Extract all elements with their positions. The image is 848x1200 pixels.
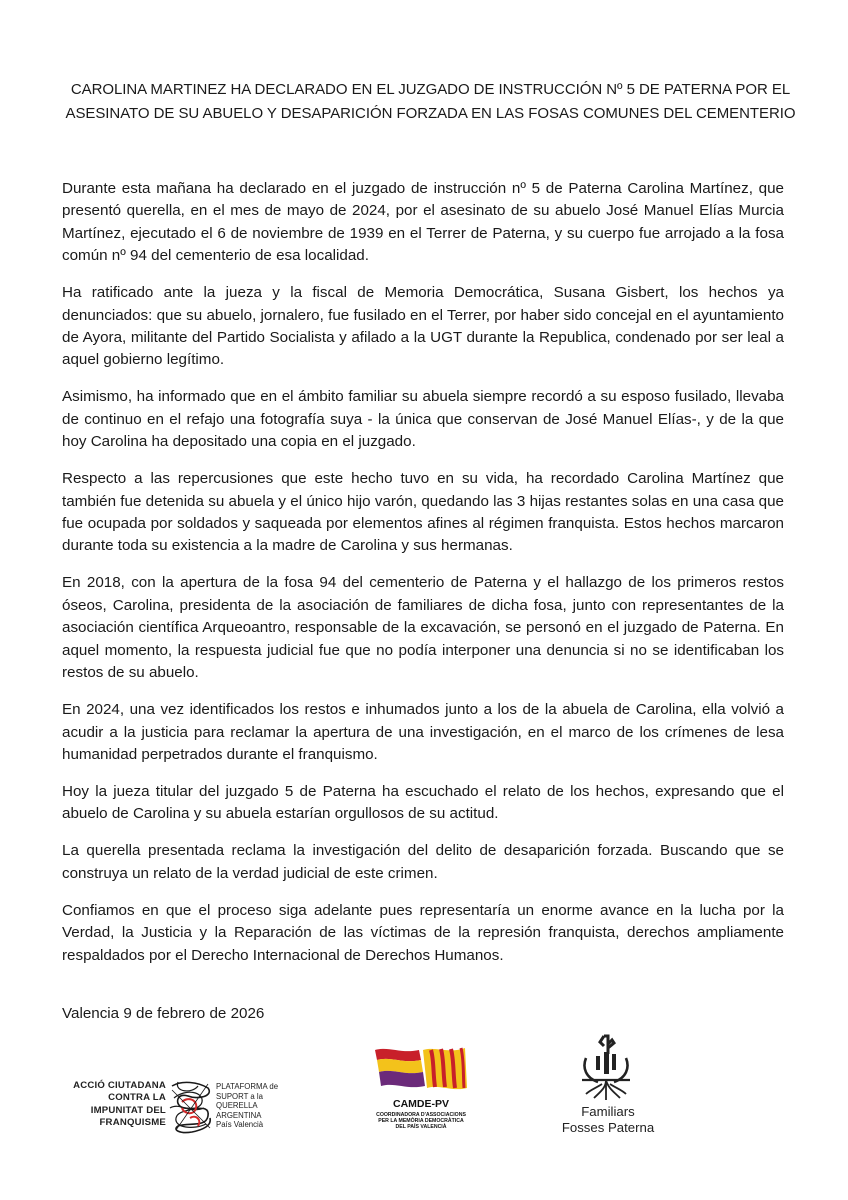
logo-text-line: Fosses Paterna	[561, 1120, 655, 1135]
logo-text-line: COORDINADORA D'ASSOCIACIONS	[376, 1112, 466, 1118]
paragraph: Respecto a las repercusiones que este hecho tuvo en su vida, ha recordado Carolina Martínez que también fue detenida su abuela y el único hijo varón, quedando las 3 hijas restantes solas en una casa que fue ocupada por soldados y saqueada por elementos afines al régimen franquista. Estos hechos marcaron durante toda su existencia a la madre de Carolina y sus hermanas.	[62, 470, 784, 555]
logo-text-line: DEL PAÍS VALENCIÀ	[395, 1124, 447, 1130]
plataforma-text	[216, 1082, 296, 1130]
scribble-emblem-icon	[168, 1078, 214, 1136]
camde-pv-name: CAMDE-PV	[392, 1098, 449, 1110]
paragraph: Hoy la jueza titular del juzgado 5 de Paterna ha escuchado el relato de los hechos, expresando que el abuelo de Carolina y su abuela estarían orgullosos de su actitud.	[62, 782, 784, 823]
logo-text-line: FRANQUISME	[99, 1117, 166, 1129]
document-body	[62, 178, 784, 982]
logo-text-line: PLATAFORMA de	[216, 1082, 279, 1091]
tree-roots-icon	[578, 1034, 634, 1102]
familiars-fosses-paterna-name	[540, 1104, 676, 1136]
date-line: Valencia 9 de febrero de 2026	[62, 1005, 265, 1022]
camde-pv-logo	[365, 1044, 480, 1134]
logo-text-line: SUPORT a la	[216, 1091, 263, 1101]
paragraph: Durante esta mañana ha declarado en el juzgado de instrucción nº 5 de Paterna Carolina Martínez, que presentó querella, en el mes de mayo de 2024, por el asesinato de su abuelo José Manuel Elías Murcia Martínez, ejecutado el 6 de noviembre de 1939 en el Terrer de Paterna, y su cuerpo fue arrojado a la fosa común nº 94 del cementerio de esa localidad.	[62, 180, 784, 265]
familiars-fosses-paterna-logo	[540, 1034, 680, 1138]
paragraph: Confiamos en que el proceso siga adelante pues representaría un enorme avance en la lucha por la Verdad, la Justicia y la Reparación de las víctimas de la represión franquista, derechos ampliamente respaldados por el Derecho Internacional de Derechos Humanos.	[62, 901, 784, 964]
logo-text-line: País Valencià	[216, 1120, 264, 1130]
camde-pv-subtitle	[368, 1112, 474, 1130]
accio-ciutadana-logo	[62, 1078, 292, 1138]
logo-text-line: PER LA MEMÒRIA DEMOCRÀTICA	[378, 1118, 464, 1124]
logo-text-line: Familiars	[581, 1104, 635, 1119]
paragraph: En 2018, con la apertura de la fosa 94 del cementerio de Paterna y el hallazgo de los primeros restos óseos, Carolina, presidenta de la asociación de familiares de dicha fosa, junto con representantes de la asociación científica Arqueoantro, responsable de la excavación, se personó en el juzgado de Paterna. En aquel momento, la respuesta judicial fue que no podía interponer una denuncia si no se identificaban los restos de su abuelo.	[62, 574, 784, 682]
paragraph: La querella presentada reclama la investigación del delito de desaparición forzada. Buscando que se construya un relato de la verdad judicial de este crimen.	[62, 842, 784, 882]
logo-text-line: QUERELLA	[216, 1101, 258, 1111]
accio-ciutadana-name	[62, 1080, 166, 1130]
paragraph: En 2024, una vez identificados los restos e inhumados junto a los de la abuela de Carolina, ella volvió a acudir a la justicia para reclamar la apertura de una investigación, en el marco de los crímenes de lesa humanidad perpetrados durante el franquismo.	[62, 701, 784, 763]
paragraph: Asimismo, ha informado que en el ámbito familiar su abuela siempre recordó a su esposo fusilado, llevaba de continuo en el refajo una fotografía suya - la única que conservan de José Manuel Elías-, y de la que hoy Carolina ha depositado una copia en el juzgado.	[62, 388, 784, 451]
logo-text-line: IMPUNITAT DEL	[90, 1104, 166, 1116]
paragraph: Ha ratificado ante la jueza y la fiscal de Memoria Democrática, Susana Gisbert, los hechos ya denunciados: que su abuelo, jornalero, fue fusilado en el Terrer, por haber sido concejal en el ayuntamiento de Ayora, militante del Partido Socialista y afilado a la UGT durante la Republica, condenado por ser leal a aquel gobierno legítimo.	[62, 284, 784, 369]
logo-text-line: CONTRA LA	[108, 1092, 166, 1104]
document-title: CAROLINA MARTINEZ HA DECLARADO EN EL JUZGADO DE INSTRUCCIÓN Nº 5 DE PATERNA POR EL ASESINATO DE SU ABUELO Y DESAPARICIÓN FORZADA EN LAS FOSAS COMUNES DEL CEMENTERIO	[65, 81, 796, 122]
logo-text-line: ARGENTINA	[216, 1110, 262, 1120]
flags-icon	[373, 1044, 469, 1094]
logo-text-line: ACCIÓ CIUTADANA	[73, 1080, 166, 1091]
